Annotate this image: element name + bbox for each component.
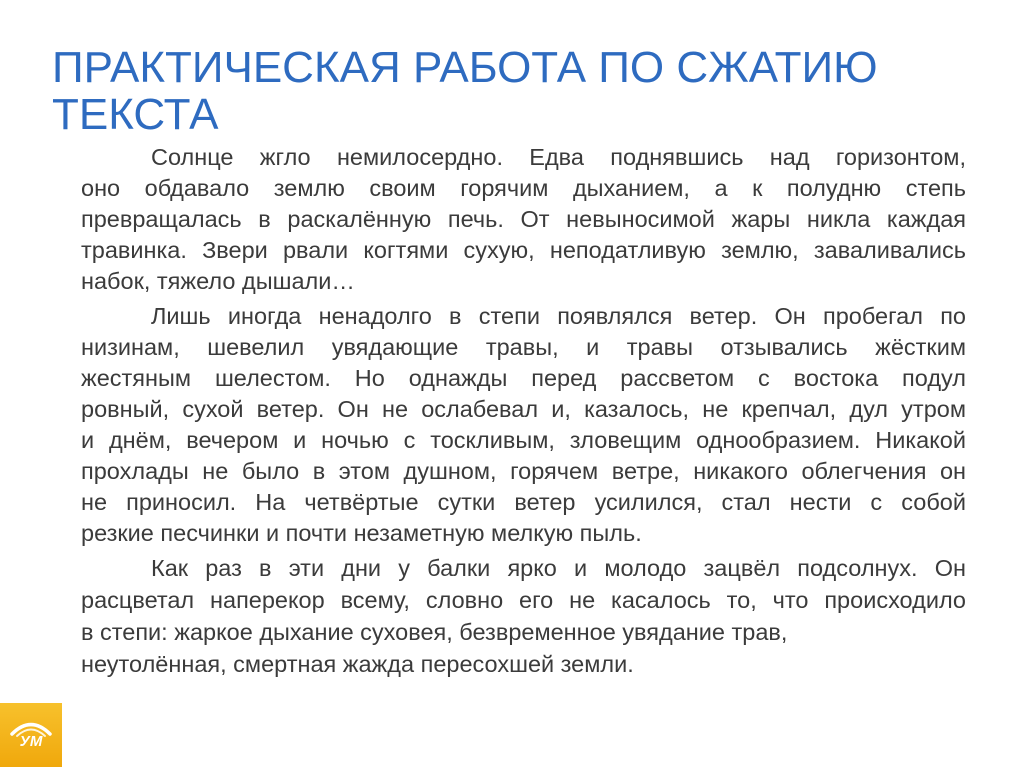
- paragraph-2-line: Лишь иногда ненадолго в степи появлялся ветер. Он пробегал по: [151, 303, 966, 329]
- paragraph-1-line: превращалась в раскалённую печь. От невыносимой жары никла каждая: [81, 206, 966, 232]
- slide-title-line-2: ТЕКСТА: [52, 90, 219, 139]
- paragraph-1-line: оно обдавало землю своим горячим дыханием, а к полудню степь: [81, 175, 966, 201]
- paragraph-2-line: жестяным шелестом. Но однажды перед рассветом с востока подул: [81, 365, 966, 391]
- paragraph-2-line: низинам, шевелил увядающие травы, и травы отзывались жёстким: [81, 334, 966, 360]
- paragraph-3-line: в степи: жаркое дыхание суховея, безвременное увядание трав,: [81, 619, 788, 645]
- logo-text: УМ: [19, 733, 43, 750]
- slide-title-line-1: ПРАКТИЧЕСКАЯ РАБОТА ПО СЖАТИЮ: [52, 43, 878, 92]
- paragraph-3-line: расцветал наперекор всему, словно его не касалось то, что происходило: [81, 587, 966, 613]
- paragraph-2-line: не приносил. На четвёртые сутки ветер усилился, стал нести с собой: [81, 489, 966, 515]
- paragraph-1-line: травинка. Звери рвали когтями сухую, неподатливую землю, заваливались: [81, 237, 966, 263]
- paragraph-3-line: неутолённая, смертная жажда пересохшей земли.: [81, 651, 634, 677]
- paragraph-2-line: ровный, сухой ветер. Он не ослабевал и, казалось, не крепчал, дул утром: [81, 396, 966, 422]
- paragraph-1-line: Солнце жгло немилосердно. Едва поднявшись над горизонтом,: [151, 144, 966, 170]
- paragraph-1-line: набок, тяжело дышали…: [81, 268, 355, 294]
- paragraph-3-line: Как раз в эти дни у балки ярко и молодо зацвёл подсолнух. Он: [151, 555, 966, 581]
- paragraph-2-line: резкие песчинки и почти незаметную мелкую пыль.: [81, 520, 642, 546]
- paragraph-2-line: и днём, вечером и ночью с тоскливым, зловещим однообразием. Никакой: [81, 427, 966, 453]
- publisher-logo-icon: [0, 703, 62, 767]
- paragraph-2-line: прохлады не было в этом душном, горячем ветре, никакого облегчения он: [81, 458, 966, 484]
